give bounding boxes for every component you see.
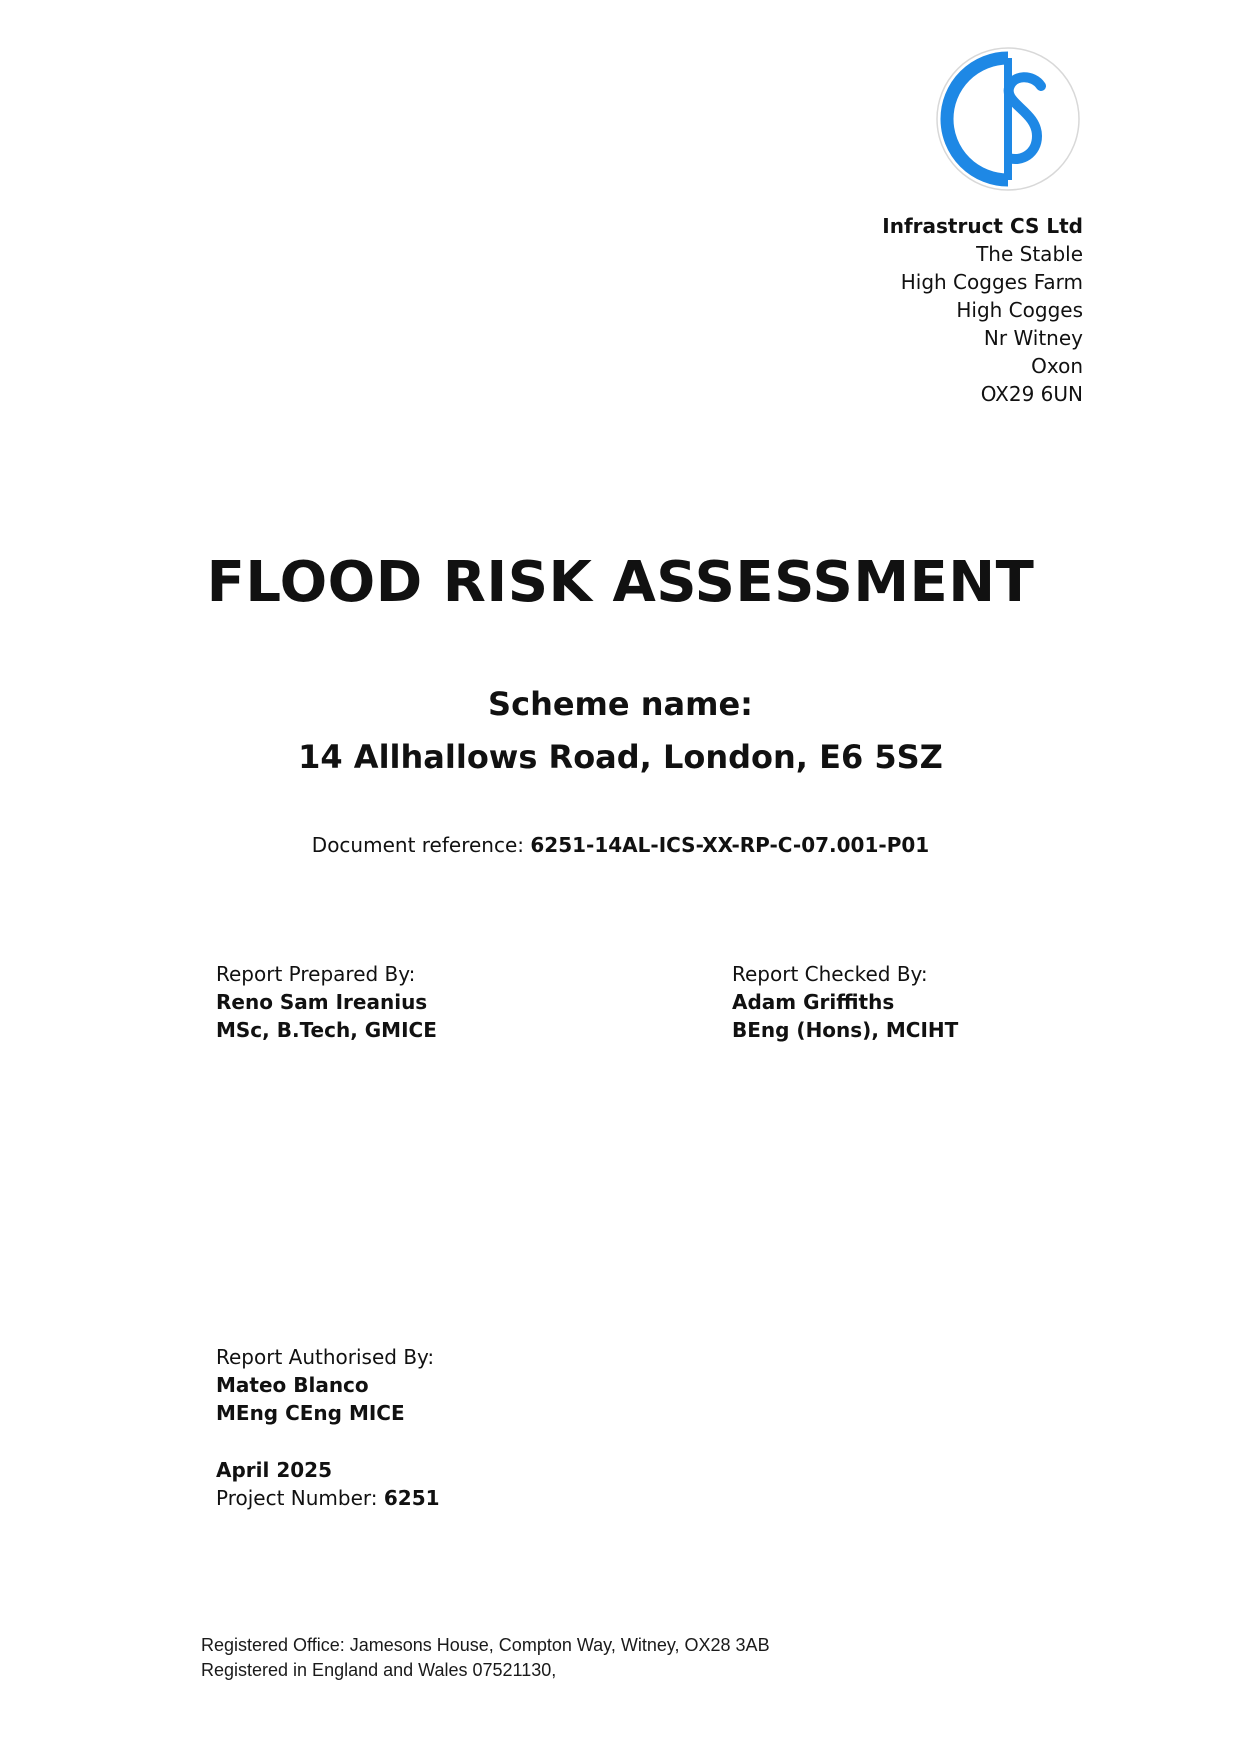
footer-registered-office: Registered Office: Jamesons House, Compton Way, Witney, OX28 3AB (201, 1635, 770, 1655)
company-name: Infrastruct CS Ltd (882, 214, 1083, 238)
scheme-label: Scheme name: (488, 685, 753, 723)
prepared-by-qualifications: MSc, B.Tech, GMICE (216, 1018, 437, 1042)
authorised-by-name: Mateo Blanco (216, 1373, 369, 1397)
prepared-by-block (216, 960, 437, 1044)
checked-by-label: Report Checked By: (732, 962, 928, 986)
prepared-by-label: Report Prepared By: (216, 962, 416, 986)
footer-registration: Registered in England and Wales 07521130, (201, 1660, 557, 1680)
document-reference-label: Document reference: (311, 833, 525, 857)
report-date: April 2025 (216, 1458, 332, 1482)
address-line: OX29 6UN (980, 382, 1083, 406)
company-address-block (882, 212, 1083, 408)
address-line: High Cogges Farm (900, 270, 1083, 294)
authorised-by-qualifications: MEng CEng MICE (216, 1401, 405, 1425)
scheme-address: 14 Allhallows Road, London, E6 5SZ (298, 738, 943, 776)
authorised-by-block (216, 1343, 434, 1427)
document-reference (0, 833, 1241, 857)
checked-by-name: Adam Griffiths (732, 990, 895, 1014)
document-title: FLOOD RISK ASSESSMENT (206, 550, 1035, 615)
page-footer (201, 1633, 770, 1683)
prepared-by-name: Reno Sam Ireanius (216, 990, 428, 1014)
project-number (216, 1484, 440, 1512)
company-logo (933, 44, 1083, 194)
address-line: The Stable (976, 242, 1083, 266)
address-line: High Cogges (956, 298, 1083, 322)
project-number-label: Project Number: (216, 1486, 378, 1510)
address-line: Oxon (1031, 354, 1083, 378)
checked-by-qualifications: BEng (Hons), MCIHT (732, 1018, 959, 1042)
cs-logo-icon (933, 44, 1083, 194)
authorised-by-label: Report Authorised By: (216, 1345, 435, 1369)
address-line: Nr Witney (983, 326, 1083, 350)
document-reference-value: 6251-14AL-ICS-XX-RP-C-07.001-P01 (530, 833, 930, 857)
project-number-value: 6251 (383, 1486, 440, 1510)
checked-by-block (732, 960, 958, 1044)
